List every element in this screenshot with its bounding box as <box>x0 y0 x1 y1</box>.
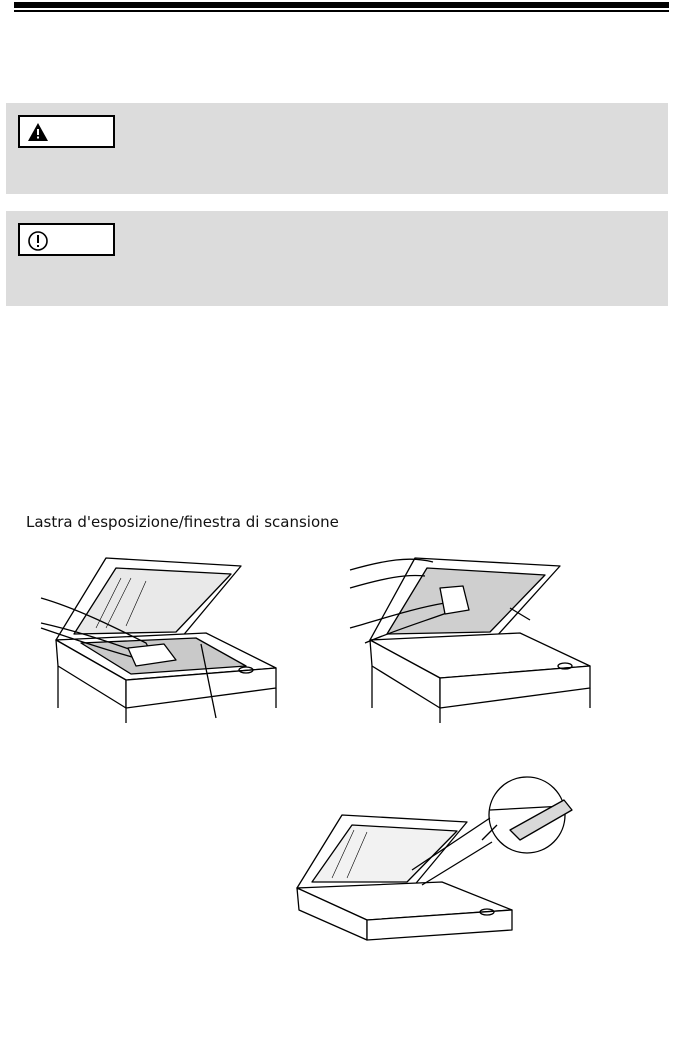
header-rule-thin <box>14 10 669 12</box>
cleaning-document-glass-illustration <box>36 548 286 733</box>
caution-notice <box>6 211 668 306</box>
exclamation-circle-icon <box>27 230 49 252</box>
section-caption: Lastra d'esposizione/finestra di scansione <box>26 513 339 531</box>
warning-label <box>18 115 115 148</box>
cleaning-cover-underside-illustration <box>345 548 605 733</box>
warning-notice <box>6 103 668 194</box>
scanning-window-detail-illustration <box>282 770 582 950</box>
header-rule-thick <box>14 2 669 8</box>
warning-triangle-icon <box>27 122 49 142</box>
caution-label <box>18 223 115 256</box>
